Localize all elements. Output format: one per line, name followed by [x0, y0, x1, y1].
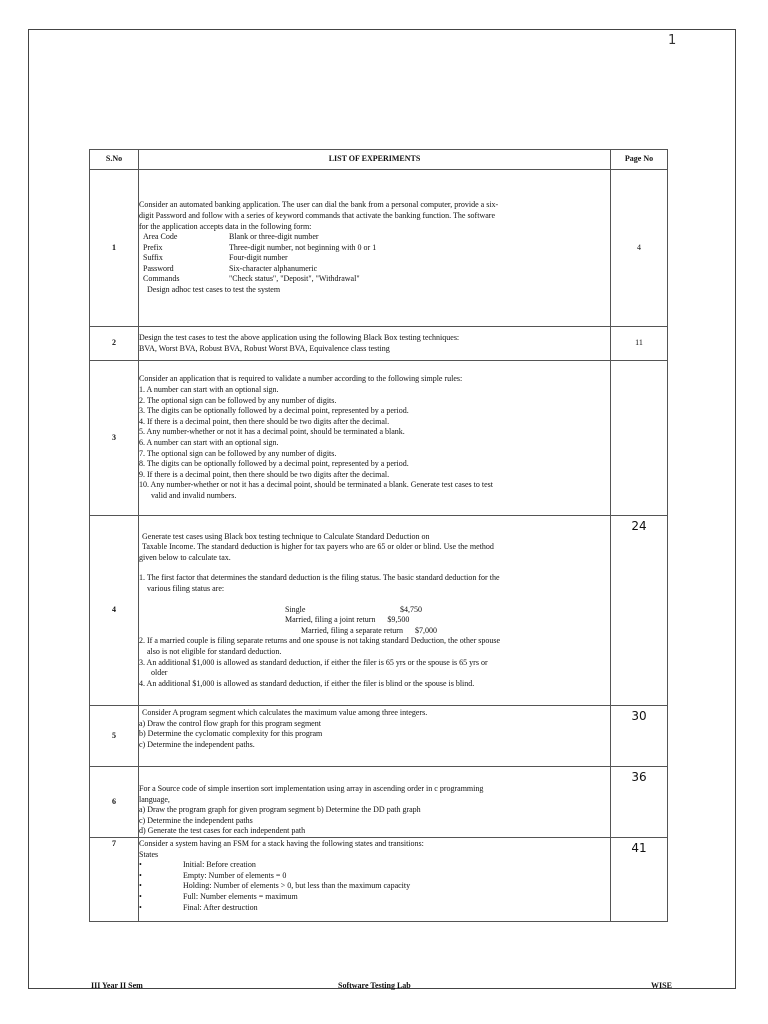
desc-line: c) Determine the independent paths — [139, 815, 253, 825]
row-page: 30 — [611, 706, 668, 767]
filing-amount: $9,500 — [387, 615, 410, 625]
row-description — [139, 170, 611, 327]
row-description — [139, 361, 611, 516]
field-value: Six-character alphanumeric — [229, 263, 318, 273]
table-row — [90, 327, 668, 361]
field-key: Prefix — [143, 242, 163, 252]
desc-line: various filing status are: — [147, 584, 225, 594]
row-page: 11 — [611, 327, 668, 361]
row-sno: 7 — [90, 838, 139, 922]
state-item — [139, 892, 610, 903]
header-page: Page No — [611, 150, 668, 170]
desc-line: 2. If a married couple is filing separate returns and one spouse is not taking standard Deduction, the other spouse — [139, 636, 501, 646]
desc-line: given below to calculate tax. — [139, 552, 231, 562]
desc-line: Consider a system having an FSM for a stack having the following states and transitions: — [139, 839, 424, 848]
field-value: "Check status", "Deposit", "Withdrawal" — [229, 274, 360, 284]
filing-row — [139, 615, 610, 626]
state-item — [139, 881, 610, 892]
bullet-icon: • — [139, 860, 142, 870]
state-item — [139, 871, 610, 882]
table-row — [90, 170, 668, 327]
desc-line: b) Determine the cyclomatic complexity for this program — [139, 729, 323, 739]
row-sno: 3 — [90, 361, 139, 516]
field-key: Commands — [143, 274, 180, 284]
desc-line: d) Generate the test cases for each independent path — [139, 826, 306, 836]
footer-left: III Year II Sem — [91, 981, 143, 990]
header-title: LIST OF EXPERIMENTS — [139, 150, 611, 170]
desc-line: 1. The first factor that determines the standard deduction is the filing status. The basic standard deduction for the — [139, 573, 500, 583]
field-value: Four-digit number — [229, 253, 288, 263]
desc-line: Consider A program segment which calculates the maximum value among three integers. — [142, 708, 428, 717]
desc-line: 3. An additional $1,000 is allowed as standard deduction, if either the filer is 65 yrs or the spouse is 65 yrs or — [139, 657, 488, 667]
row-description — [139, 327, 611, 361]
field-row — [139, 243, 610, 254]
filing-amount: $4,750 — [400, 604, 422, 614]
filing-status: Single — [285, 604, 306, 614]
desc-line: 2. The optional sign can be followed by any number of digits. — [139, 395, 337, 405]
desc-line: Consider an automated banking application. The user can dial the bank from a personal computer, provide a six- — [139, 200, 499, 210]
footer-center: Software Testing Lab — [338, 981, 411, 990]
header-sno: S.No — [90, 150, 139, 170]
table-header-row — [90, 150, 668, 170]
desc-line: States — [139, 849, 159, 859]
row-description — [139, 706, 611, 767]
state-text: Final: After destruction — [183, 902, 258, 912]
row-description — [139, 838, 611, 922]
desc-line: 1. A number can start with an optional sign. — [139, 385, 279, 395]
field-row — [139, 264, 610, 275]
field-row — [139, 274, 610, 285]
desc-line: For a Source code of simple insertion sort implementation using array in ascending order in c programming — [139, 784, 484, 794]
field-row — [139, 253, 610, 264]
desc-line: 6. A number can start with an optional sign. — [139, 438, 279, 447]
desc-line: Design adhoc test cases to test the system — [147, 285, 281, 295]
desc-line: digit Password and follow with a series of keyword commands that activate the banking function. The software — [139, 210, 495, 220]
field-value: Blank or three-digit number — [229, 232, 319, 242]
desc-line: also is not eligible for standard deduction. — [147, 646, 282, 656]
bullet-icon: • — [139, 902, 142, 912]
desc-line: c) Determine the independent paths. — [139, 739, 255, 749]
row-sno: 2 — [90, 327, 139, 361]
table-row — [90, 767, 668, 838]
desc-line: BVA, Worst BVA, Robust BVA, Robust Worst BVA, Equivalence class testing — [139, 343, 390, 353]
table-row — [90, 838, 668, 922]
desc-line: Consider an application that is required to validate a number according to the following simple rules: — [139, 374, 463, 384]
footer-right: WISE — [651, 981, 672, 990]
filing-status: Married, filing a separate return — [301, 625, 403, 635]
desc-line: older — [151, 668, 168, 678]
desc-line: 10. Any number-whether or not it has a decimal point, should be terminated a blank. Generate test cases to test — [139, 480, 493, 490]
state-item — [139, 903, 610, 914]
field-row — [139, 232, 610, 243]
field-value: Three-digit number, not beginning with 0 or 1 — [229, 242, 377, 252]
filing-row — [139, 605, 610, 616]
table-row — [90, 516, 668, 706]
row-page: 36 — [611, 767, 668, 838]
field-key: Suffix — [143, 253, 163, 263]
bullet-icon: • — [139, 881, 142, 891]
desc-line: 4. If there is a decimal point, then there should be two digits after the decimal. — [139, 416, 390, 426]
filing-status: Married, filing a joint return — [285, 615, 376, 625]
row-page: 41 — [611, 838, 668, 922]
table-row — [90, 706, 668, 767]
field-key: Area Code — [143, 232, 178, 242]
row-page — [611, 361, 668, 516]
desc-line: Generate test cases using Black box testing technique to Calculate Standard Deduction on — [142, 531, 430, 541]
filing-amount: $7,000 — [414, 625, 437, 635]
desc-line: 8. The digits can be optionally followed by a decimal point, represented by a period. — [139, 459, 409, 469]
desc-line: a) Draw the program graph for given program segment b) Determine the DD path graph — [139, 805, 421, 815]
state-text: Initial: Before creation — [183, 860, 256, 870]
desc-line: 9. If there is a decimal point, then there should be two digits after the decimal. — [139, 469, 390, 479]
desc-line: 4. An additional $1,000 is allowed as standard deduction, if either the filer is blind or the spouse is blind. — [139, 678, 475, 688]
desc-line: valid and invalid numbers. — [151, 490, 237, 500]
page-number: 1 — [668, 33, 677, 48]
bullet-icon: • — [139, 891, 142, 901]
row-description — [139, 767, 611, 838]
desc-line: for the application accepts data in the following form: — [139, 221, 312, 231]
row-description — [139, 516, 611, 706]
row-sno: 4 — [90, 516, 139, 706]
desc-line: Design the test cases to test the above application using the following Black Box testing techniques: — [139, 332, 460, 342]
desc-line: 5. Any number-whether or not it has a decimal point, should be terminated a blank. — [139, 427, 405, 437]
field-key: Password — [143, 263, 174, 273]
row-page: 4 — [611, 170, 668, 327]
filing-row — [139, 626, 610, 637]
state-item — [139, 860, 610, 871]
desc-line: 7. The optional sign can be followed by any number of digits. — [139, 448, 337, 458]
desc-line: 3. The digits can be optionally followed by a decimal point, represented by a period. — [139, 406, 409, 416]
experiments-table — [89, 149, 668, 922]
table-row — [90, 361, 668, 516]
desc-line: a) Draw the control flow graph for this program segment — [139, 718, 321, 728]
bullet-icon: • — [139, 870, 142, 880]
row-sno: 1 — [90, 170, 139, 327]
row-page: 24 — [611, 516, 668, 706]
row-sno: 6 — [90, 767, 139, 838]
desc-line: language, — [139, 794, 170, 804]
state-text: Empty: Number of elements = 0 — [183, 870, 287, 880]
state-text: Holding: Number of elements > 0, but less than the maximum capacity — [183, 881, 411, 891]
desc-line: Taxable Income. The standard deduction is higher for tax payers who are 65 or older or blind. Use the method — [142, 542, 494, 552]
spacer — [139, 563, 610, 573]
spacer — [139, 595, 610, 605]
row-sno: 5 — [90, 706, 139, 767]
state-text: Full: Number elements = maximum — [183, 891, 298, 901]
